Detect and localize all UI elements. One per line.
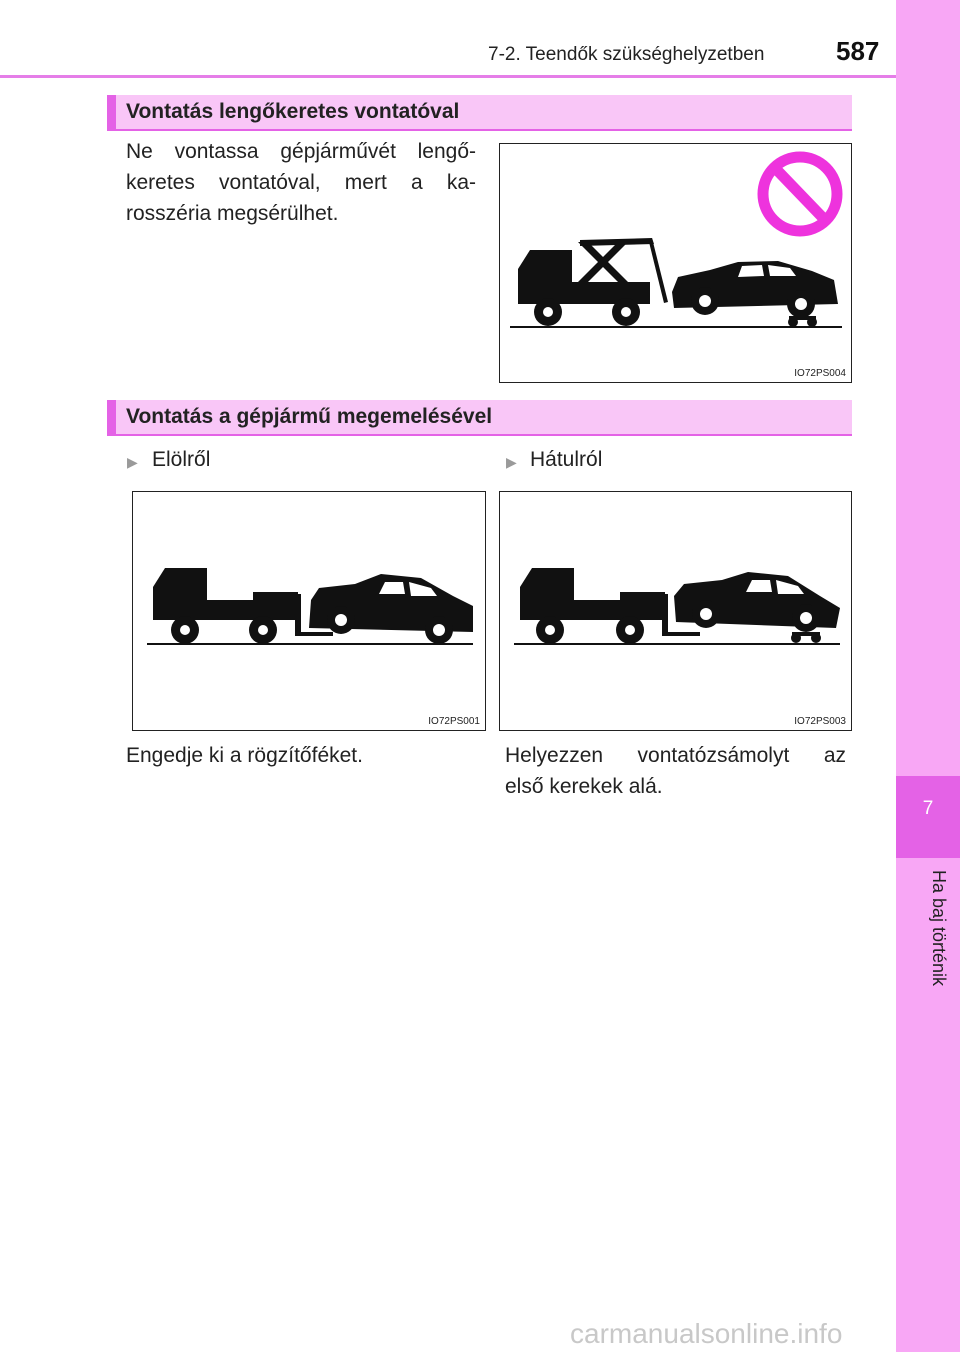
section-header-wheel-lift <box>107 400 852 436</box>
section1-body <box>126 136 476 229</box>
label-rear: Hátulról <box>530 448 603 471</box>
figure-code: IO72PS004 <box>794 368 846 379</box>
section-title: Vontatás a gépjármű megemelésével <box>126 405 493 428</box>
prohibition-icon <box>763 157 837 231</box>
section-title: Vontatás lengőkeretes vontatóval <box>126 100 460 123</box>
chapter-label: Ha baj történik <box>929 870 949 987</box>
figure-sling-tow <box>499 143 852 383</box>
tow-dolly-icon <box>791 632 821 643</box>
front-lift-illustration <box>133 492 487 732</box>
figure-rear-lift <box>499 491 852 731</box>
caption-line: Helyezzen vontatózsámolyt az <box>505 744 846 767</box>
tow-dolly-icon <box>788 316 817 327</box>
header-rule <box>0 75 896 78</box>
body-line: rosszéria megsérülhet. <box>126 202 339 225</box>
body-line: Ne vontassa gépjárművét lengő- <box>126 140 476 163</box>
tow-truck-icon <box>518 238 668 326</box>
tow-truck-icon <box>153 568 333 644</box>
page-number: 587 <box>836 36 880 66</box>
section-header-sling-tow <box>107 95 852 131</box>
triangle-bullet-icon: ▶ <box>506 454 517 470</box>
caption-line: első kerekek alá. <box>505 775 663 798</box>
caption-front: Engedje ki a rögzítőféket. <box>126 744 363 767</box>
figure-code: IO72PS001 <box>428 716 480 727</box>
label-front: Elölről <box>152 448 211 471</box>
body-line: keretes vontatóval, mert a ka- <box>126 171 476 194</box>
triangle-bullet-icon: ▶ <box>127 454 138 470</box>
chapter-tab <box>896 776 960 858</box>
figure-code: IO72PS003 <box>794 716 846 727</box>
watermark: carmanualsonline.info <box>570 1318 843 1349</box>
side-tab <box>896 0 960 1352</box>
figure-front-lift <box>132 491 486 731</box>
running-header: 7-2. Teendők szükséghelyzetben <box>488 44 765 65</box>
chapter-number: 7 <box>922 798 934 819</box>
caption-rear <box>505 740 846 802</box>
rear-lift-illustration <box>500 492 853 732</box>
sling-tow-illustration <box>500 144 853 384</box>
